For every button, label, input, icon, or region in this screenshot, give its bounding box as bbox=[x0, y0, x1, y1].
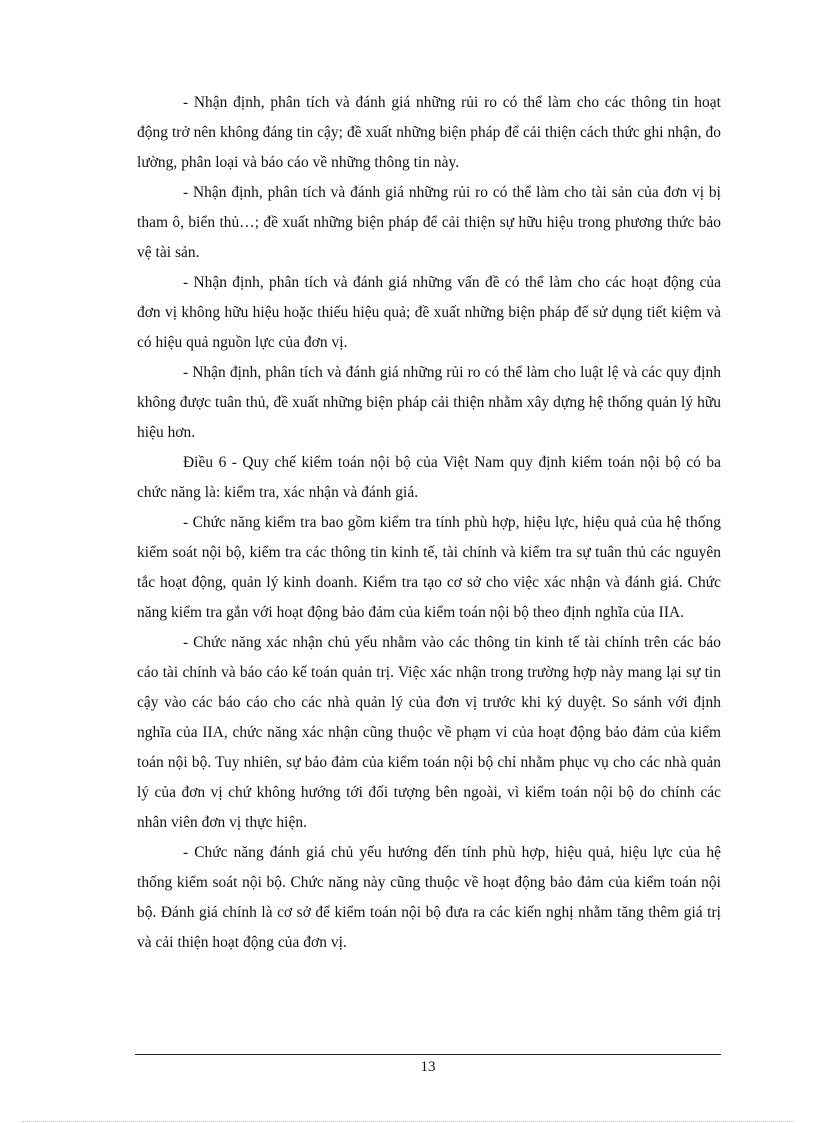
paragraph-function-inspection: - Chức năng kiểm tra bao gồm kiểm tra tính phù hợp, hiệu lực, hiệu quả của hệ thống kiểm soát nội bộ, kiểm tra các thông tin kinh tế, tài chính và kiểm tra sự tuân thủ các nguyên tắc hoạt động, quản lý kinh doanh. Kiểm tra tạo cơ sở cho việc xác nhận và đánh giá. Chức năng kiểm tra gắn với hoạt động bảo đảm của kiểm toán nội bộ theo định nghĩa của IIA. bbox=[137, 514, 721, 621]
paragraph-risk-assets: - Nhận định, phân tích và đánh giá những rủi ro có thể làm cho tài sản của đơn vị bị tham ô, biển thủ…; đề xuất những biện pháp để cải thiện sự hữu hiệu trong phương thức bảo vệ tài sản. bbox=[137, 184, 721, 261]
page-edge-dotted-line bbox=[22, 1121, 794, 1122]
paragraph-function-confirmation: - Chức năng xác nhận chủ yếu nhằm vào các thông tin kinh tế tài chính trên các báo cáo tài chính và báo cáo kế toán quản trị. Việc xác nhận trong trường hợp này mang lại sự tin cậy vào các báo cáo cho các nhà quản lý của đơn vị trước khi ký duyệt. So sánh với định nghĩa của IIA, chức năng xác nhận cũng thuộc về phạm vi của hoạt động bảo đảm của kiểm toán nội bộ. Tuy nhiên, sự bảo đảm của kiểm toán nội bộ chỉ nhằm phục vụ cho các nhà quản lý của đơn vị chứ không hướng tới đối tượng bên ngoài, vì kiểm toán nội bộ do chính các nhân viên đơn vị thực hiện. bbox=[137, 634, 721, 831]
paragraph-risk-compliance: - Nhận định, phân tích và đánh giá những rủi ro có thể làm cho luật lệ và các quy định không được tuân thủ, đề xuất những biện pháp cải thiện nhằm xây dựng hệ thống quản lý hữu hiệu hơn. bbox=[137, 364, 721, 441]
paragraph-risk-information: - Nhận định, phân tích và đánh giá những rủi ro có thể làm cho các thông tin hoạt động trở nên không đáng tin cậy; đề xuất những biện pháp để cải thiện cách thức ghi nhận, đo lường, phân loại và báo cáo về những thông tin này. bbox=[137, 94, 721, 171]
document-body bbox=[137, 88, 721, 958]
paragraph-function-evaluation: - Chức năng đánh giá chủ yếu hướng đến tính phù hợp, hiệu quả, hiệu lực của hệ thống kiểm soát nội bộ. Chức năng này cũng thuộc về hoạt động bảo đảm của kiểm toán nội bộ. Đánh giá chính là cơ sở để kiểm toán nội bộ đưa ra các kiến nghị nhằm tăng thêm giá trị và cải thiện hoạt động của đơn vị. bbox=[137, 844, 721, 951]
page-number: 13 bbox=[420, 1059, 436, 1075]
paragraph-risk-operations: - Nhận định, phân tích và đánh giá những vấn đề có thể làm cho các hoạt động của đơn vị không hữu hiệu hoặc thiếu hiệu quả; đề xuất những biện pháp để sử dụng tiết kiệm và có hiệu quả nguồn lực của đơn vị. bbox=[137, 274, 721, 351]
footer-divider bbox=[135, 1054, 721, 1055]
paragraph-article-6: Điều 6 - Quy chế kiểm toán nội bộ của Việt Nam quy định kiểm toán nội bộ có ba chức năng là: kiểm tra, xác nhận và đánh giá. bbox=[137, 454, 721, 501]
